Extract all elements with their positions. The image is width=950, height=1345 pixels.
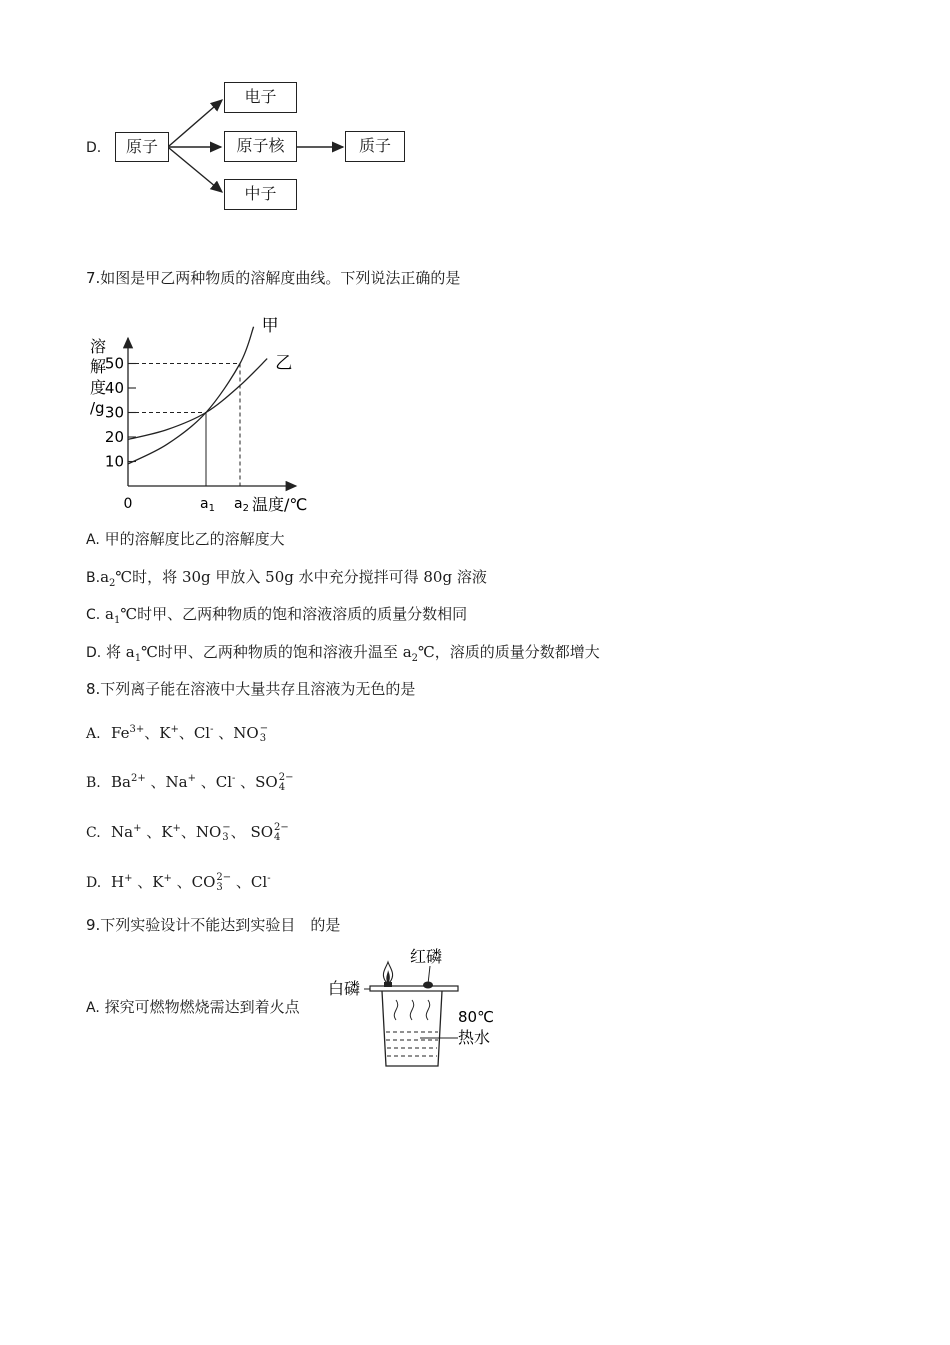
ion-so4-sub: 4	[278, 782, 286, 793]
y-tick-label: 10	[104, 452, 124, 471]
q7-option-b-sub: 2	[109, 578, 116, 589]
q6-option-d-label: D.	[86, 140, 102, 156]
red-phosphorus	[423, 982, 433, 989]
ion-k: 、K	[141, 823, 173, 841]
vapor-icon	[394, 1000, 397, 1020]
solubility-chart	[80, 312, 330, 512]
q7-option-a-label: A.	[86, 532, 100, 548]
ion-cl-charge: -	[232, 773, 236, 784]
q7-option-d-label: D.	[86, 645, 102, 661]
beaker	[382, 991, 442, 1066]
series-label: 乙	[275, 353, 293, 374]
q7-option-a	[86, 529, 285, 550]
ion-cl: 、Cl	[178, 724, 211, 742]
arrow-to-electron	[169, 100, 222, 146]
ion-cl-charge: -	[210, 724, 214, 735]
x-axis-label: 温度/℃	[252, 495, 308, 512]
q9-stem: 9.下列实验设计不能达到实验目 的是	[86, 916, 341, 934]
ion-cl: 、Cl	[195, 773, 232, 791]
q7-option-d-sym: a	[125, 643, 135, 661]
ion-h: H	[111, 873, 125, 891]
origin-label: 0	[123, 496, 133, 512]
ion-k-charge: +	[170, 724, 179, 735]
q8-option-b-label: B.	[86, 775, 101, 791]
y-tick-label: 50	[104, 354, 124, 373]
label-hot-water: 热水	[458, 1028, 491, 1047]
y-tick-label: 40	[104, 379, 124, 397]
ion-k: 、K	[144, 724, 171, 742]
ion-so4-sub: 4	[274, 832, 281, 843]
q8-option-c-label: C.	[86, 825, 101, 841]
q8-option-b	[86, 772, 293, 793]
ion-no3: 、NO	[213, 724, 259, 742]
y-tick-label: 20	[104, 428, 124, 446]
q7-option-c-sym: a	[105, 605, 114, 623]
ion-co3-sub: 3	[216, 882, 223, 893]
q8-option-d-label: D.	[86, 875, 102, 891]
q7-option-c-sub: 1	[113, 615, 121, 626]
series-line-yi	[128, 359, 267, 440]
copper-plate	[370, 986, 458, 991]
x-tick-label: $a_2$	[234, 496, 249, 512]
q7-option-a-text: 甲的溶解度比乙的溶解度大	[104, 530, 285, 548]
flame-core-icon	[386, 970, 390, 982]
box-nucleus: 原子核	[224, 131, 297, 162]
q9-option-a-text: 探究可燃物燃烧需达到着火点	[104, 998, 300, 1016]
box-atom: 原子	[115, 132, 169, 162]
q8-option-a-label: A.	[86, 726, 101, 742]
ion-no3-charge: −	[222, 822, 231, 833]
ion-na: 、Na	[145, 773, 188, 791]
q8-option-a	[86, 723, 268, 744]
phosphorus-apparatus	[320, 940, 520, 1070]
ylabel-char-2: 解	[90, 357, 107, 376]
q7-option-d-sub2: 2	[411, 653, 419, 664]
ylabel-char-1: 溶	[90, 337, 107, 356]
ion-so4: 、 SO	[230, 823, 274, 841]
q7-option-d-pre: 将	[106, 643, 126, 661]
q7-option-c-text: ℃时甲、乙两种物质的饱和溶液溶质的质量分数相同	[120, 605, 468, 623]
ion-so4-charge: 2−	[278, 772, 294, 783]
ion-co3-charge: 2−	[216, 872, 232, 883]
ion-cl-charge: -	[267, 873, 271, 884]
q9-option-a-label: A.	[86, 1000, 100, 1016]
white-phosphorus	[384, 982, 392, 987]
x-tick-label: $a_1$	[200, 496, 215, 512]
ion-no3-charge: −	[259, 723, 269, 734]
q7-option-d-sym2: a	[402, 643, 412, 661]
q9-option-a	[86, 997, 300, 1018]
ion-so4: 、SO	[235, 773, 278, 791]
box-neutron: 中子	[224, 179, 297, 210]
ylabel-char-3: 度	[90, 378, 107, 397]
atom-structure-arrows	[0, 0, 950, 240]
label-white-phosphorus: 白磷	[328, 979, 361, 998]
q7-option-b-text: ℃时，将 30g 甲放入 50g 水中充分搅拌可得 80g 溶液	[115, 568, 487, 586]
ion-no3: 、NO	[180, 823, 222, 841]
ion-so4-charge: 2−	[274, 822, 289, 833]
arrow-to-neutron	[169, 148, 222, 192]
vapor-icon	[410, 1000, 413, 1020]
ion-no3-sub: 3	[259, 733, 267, 744]
q7-option-c-label: C.	[86, 607, 101, 623]
ion-k-charge: +	[163, 873, 172, 884]
ion-k: 、K	[132, 873, 164, 891]
series-line-jia	[128, 327, 254, 464]
ion-no3-sub: 3	[222, 832, 229, 843]
q7-option-d	[86, 642, 600, 663]
ion-ba: Ba	[111, 773, 131, 791]
q7-option-c	[86, 604, 467, 625]
q7-option-d-sub: 1	[134, 653, 142, 664]
ion-co3: 、CO	[171, 873, 216, 891]
ion-na-charge: +	[187, 773, 196, 784]
q8-stem: 8.下列离子能在溶液中大量共存且溶液为无色的是	[86, 680, 416, 698]
q7-stem: 7.如图是甲乙两种物质的溶解度曲线。下列说法正确的是	[86, 269, 461, 287]
ion-na-charge: +	[133, 823, 142, 834]
q7-option-d-post: ℃，溶质的质量分数都增大	[418, 643, 600, 661]
ion-fe: Fe	[111, 724, 130, 742]
leader-red	[428, 966, 430, 984]
ion-fe-charge: 3+	[129, 724, 145, 735]
box-proton: 质子	[345, 131, 405, 162]
water-level	[386, 1032, 438, 1056]
q7-option-b-sym: a	[100, 568, 110, 586]
q8-option-d	[86, 872, 271, 893]
label-temperature: 80℃	[458, 1008, 494, 1026]
ion-ba-charge: 2+	[130, 773, 146, 784]
series-label: 甲	[261, 315, 279, 336]
y-tick-label: 30	[104, 403, 124, 422]
ion-na: Na	[111, 823, 134, 841]
ion-k-charge: +	[172, 823, 181, 834]
q7-option-d-mid: ℃时甲、乙两种物质的饱和溶液升温至	[141, 643, 403, 661]
q7-option-b-label: B.	[86, 570, 101, 586]
ion-h-charge: +	[124, 873, 133, 884]
ion-cl: 、Cl	[231, 873, 268, 891]
q8-option-c	[86, 822, 289, 843]
box-electron: 电子	[224, 82, 297, 113]
label-red-phosphorus: 红磷	[410, 947, 443, 966]
q7-option-b	[86, 567, 487, 588]
ylabel-char-4: /g	[90, 399, 105, 417]
vapor-icon	[426, 1000, 429, 1020]
